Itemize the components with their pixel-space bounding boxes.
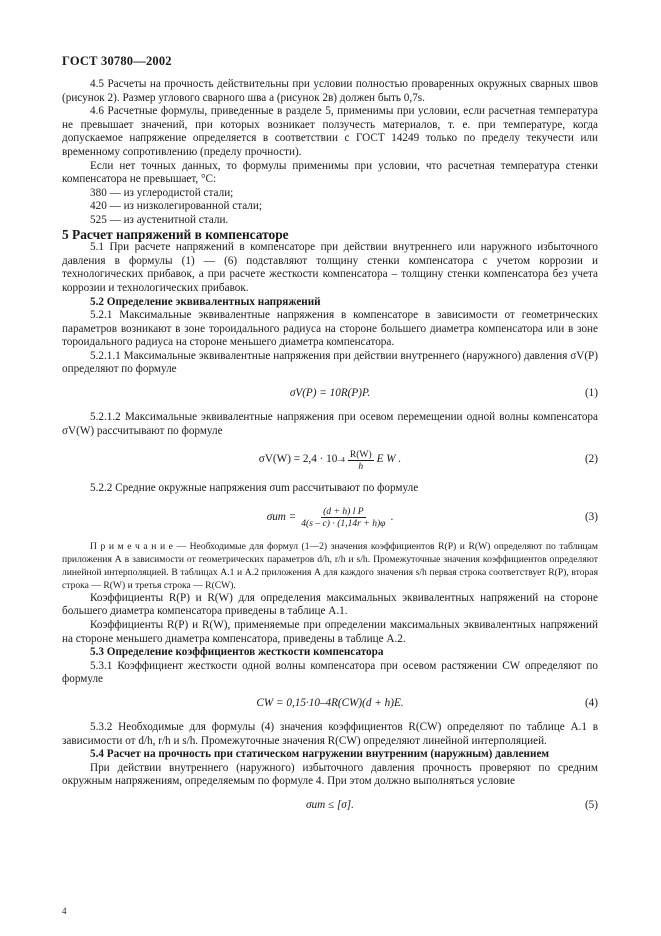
paragraph-5-2-1: 5.2.1 Максимальные эквивалентные напряжения в компенсаторе в зависимости от геометрических параметров возникают в зоне тороидального радиуса на стороне большего диаметра компенсатора или в зоне тороидального радиуса на стороне меньшего диаметра компенсатора.: [62, 309, 598, 349]
formula-2: [62, 440, 598, 480]
formula-3-fraction: [299, 506, 387, 529]
formula-2-fraction-numerator: R(W): [349, 448, 372, 460]
formula-3-left: σum =: [266, 511, 297, 524]
formula-4-number: (4): [584, 697, 598, 710]
formula-2-exponent: –4: [337, 455, 345, 465]
formula-1-number: (1): [584, 387, 598, 400]
formula-2-number: (2): [584, 453, 598, 466]
page-number: 4: [62, 906, 67, 916]
section-5-title: 5 Расчет напряжений в компенсаторе: [62, 226, 289, 242]
paragraph-5-2-1-2: 5.2.1.2 Максимальные эквивалентные напряжения при осевом перемещении одной волны компенсатора σV(W) рассчитывают по формуле: [62, 411, 598, 437]
subsection-5-4-title: 5.4 Расчет на прочность при статическом нагружении внутренним (наружным) давлением: [90, 748, 550, 761]
paragraph-5-3-2: 5.3.2 Необходимые для формулы (4) значения коэффициентов R(CW) определяют по таблице А.1 в зависимости от d/h, r/h и s/h. Промежуточные значения R(CW) определяют линейной интерполяцией.: [62, 721, 598, 747]
formula-5-number: (5): [584, 799, 598, 812]
formula-3-number: (3): [584, 511, 598, 524]
formula-5-expression: σum ≤ [σ].: [306, 799, 354, 812]
formula-2-left: σV(W) = 2,4 · 10: [258, 453, 338, 466]
standard-header: ГОСТ 30780—2002: [62, 54, 172, 68]
formula-1-expression: σV(P) = 10R(P)P.: [289, 387, 371, 400]
paragraph-no-data: Если нет точных данных, то формулы применимы при условии, что расчетная температура стенки компенсатора не превышает, °С:: [62, 159, 598, 186]
paragraph-coefficients-large: Коэффициенты R(P) и R(W) для определения максимальных эквивалентных напряжений на стороне большего диаметра компенсатора приведены в таблице А.1.: [62, 591, 598, 618]
formula-1: [62, 379, 598, 409]
formula-4: [62, 689, 598, 719]
paragraph-5-4: При действии внутреннего (наружного) избыточного давления прочность проверяют по средним окружным напряжениям, определяемым по формуле 4. При этом должно выполняться условие: [62, 761, 598, 788]
formula-4-expression: CW = 0,15·10–4R(CW)(d + h)E.: [256, 697, 404, 710]
formula-3: [62, 498, 598, 538]
temp-item-420: 420 — из низколегированной стали;: [90, 200, 262, 213]
subsection-5-2-title: 5.2 Определение эквивалентных напряжений: [90, 295, 321, 308]
paragraph-4-6: 4.6 Расчетные формулы, приведенные в разделе 5, применимы при условии, если расчетная температура не превышает значений, при которых возникает ползучесть материалов, т. е. при температуре, когда допускаемое напряжение определяется в соответствии с ГОСТ 14249 только по пределу текучести или временному сопротивлению (пределу прочности).: [62, 105, 598, 158]
formula-2-fraction: [348, 449, 374, 472]
note-paragraph: П р и м е ч а н и е — Необходимые для формул (1—2) значения коэффициентов R(P) и R(W) определяют по таблицам приложения А в зависимости от геометрических параметров d/h, r/h и s/h. Промежуточные значения коэффициентов определяют линейной интерполяцией. В таблицах А.1 и А.2 приложения А для каждого значения s/h первая строка соответствует R(P), вторая строка — R(W) и третья строка — R(CW).: [62, 540, 598, 591]
formula-5: [62, 791, 598, 821]
temp-item-525: 525 — из аустенитной стали.: [90, 213, 229, 226]
formula-3-fraction-numerator: (d + h) l P: [323, 506, 364, 518]
paragraph-5-1: 5.1 При расчете напряжений в компенсаторе при действии внутреннего или наружного избыточного давления в формулы (1) — (6) подставляют толщину стенки компенсатора с учетом коррозии и технологических прибавок, а при расчете жесткости компенсатора – толщину стенки компенсатора без учета коррозии и технологических прибавок.: [62, 241, 598, 294]
paragraph-coefficients-small: Коэффициенты R(P) и R(W), применяемые при определении максимальных эквивалентных напряжений на стороне меньшего диаметра компенсатора, приведены в таблице А.2.: [62, 619, 598, 645]
formula-2-fraction-denominator: h: [358, 460, 364, 472]
paragraph-5-2-1-1: 5.2.1.1 Максимальные эквивалентные напряжения при действии внутреннего (наружного) давления σV(P) определяют по формуле: [62, 349, 598, 376]
paragraph-5-3-1: 5.3.1 Коэффициент жесткости одной волны компенсатора при осевом растяжении CW определяют по формуле: [62, 659, 598, 686]
paragraph-5-2-2: 5.2.2 Средние окружные напряжения σum рассчитывают по формуле: [90, 482, 419, 495]
formula-3-fraction-denominator: 4(s – c) · (1,14r + h)φ: [301, 518, 386, 530]
paragraph-4-5: 4.5 Расчеты на прочность действительны при условии полностью проваренных окружных сварных швов (рисунок 2). Размер углового сварного шва a (рисунок 2в) должен быть 0,7s.: [62, 78, 598, 104]
subsection-5-3-title: 5.3 Определение коэффициентов жесткости компенсатора: [90, 646, 384, 659]
temp-item-380: 380 — из углеродистой стали;: [90, 186, 234, 199]
formula-2-right: E W .: [376, 453, 402, 466]
formula-3-right: .: [390, 511, 394, 524]
document-body: [62, 78, 598, 823]
